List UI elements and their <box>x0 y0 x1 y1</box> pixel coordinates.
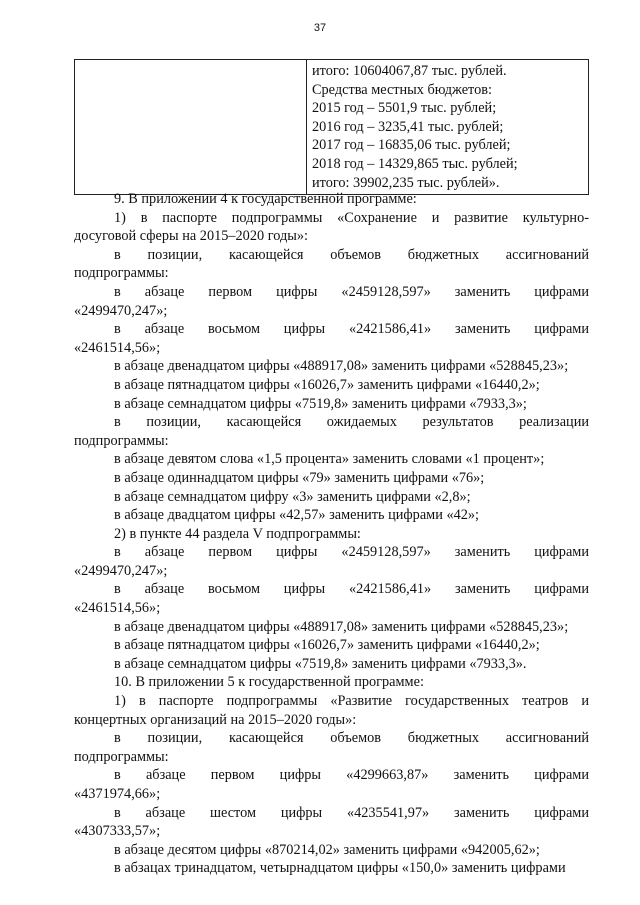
text-line: в абзацах тринадцатом, четырнадцатом цифры «150,0» заменить цифрами <box>114 860 566 877</box>
text-line: досуговой сферы на 2015–2020 годы»: <box>74 228 308 245</box>
text-line: «4307333,57»; <box>74 823 161 840</box>
text-line: в позиции, касающейся ожидаемых результатов реализации <box>114 414 589 431</box>
text-line: 1) в паспорте подпрограммы «Сохранение и развитие культурно- <box>114 209 589 226</box>
table-line: 2016 год – 3235,41 тыс. рублей; <box>312 118 504 135</box>
text-line: подпрограммы: <box>74 265 169 282</box>
text-line: «4371974,66»; <box>74 786 161 802</box>
text-line: в абзаце восьмом цифры «2421586,41» заменить цифрами <box>114 321 589 338</box>
table-line: итого: 39902,235 тыс. рублей». <box>312 174 500 191</box>
table-line: 2015 год – 5501,9 тыс. рублей; <box>312 100 497 117</box>
text-line: в абзаце первом цифры «2459128,597» заменить цифрами <box>114 544 589 561</box>
text-line: 2) в пункте 44 раздела V подпрограммы: <box>114 525 361 542</box>
text-line: в абзаце шестом цифры «4235541,97» заменить цифрами <box>114 804 589 821</box>
table-line: итого: 10604067,87 тыс. рублей. <box>312 63 507 79</box>
budget-table <box>74 59 589 195</box>
text-line: в абзаце семнадцатом цифру «3» заменить цифрами «2,8»; <box>114 488 471 505</box>
table-cell-empty <box>75 60 307 195</box>
text-line: подпрограммы: <box>74 748 169 765</box>
text-line: в абзаце одиннадцатом цифры «79» заменить цифрами «76»; <box>114 469 485 486</box>
text-line: в абзаце двадцатом цифры «42,57» заменить цифрами «42»; <box>114 507 480 524</box>
text-line: в абзаце двенадцатом цифры «488917,08» заменить цифрами «528845,23»; <box>114 358 569 375</box>
text-line: подпрограммы: <box>74 432 169 449</box>
text-line: «2461514,56»; <box>74 600 161 617</box>
table-line: 2018 год – 14329,865 тыс. рублей; <box>312 155 518 172</box>
text-line: в позиции, касающейся объемов бюджетных ассигнований <box>114 246 589 263</box>
text-line: 1) в паспорте подпрограммы «Развитие государственных театров и <box>114 693 589 710</box>
text-line: в абзаце десятом цифры «870214,02» заменить цифрами «942005,62»; <box>114 841 540 858</box>
text-line: в абзаце семнадцатом цифры «7519,8» заменить цифрами «7933,3»; <box>114 395 527 412</box>
text-line: в позиции, касающейся объемов бюджетных ассигнований <box>114 730 589 747</box>
text-line: в абзаце девятом слова «1,5 процента» заменить словами «1 процент»; <box>114 451 545 468</box>
text-line: в абзаце двенадцатом цифры «488917,08» заменить цифрами «528845,23»; <box>114 618 569 635</box>
text-line: концертных организаций на 2015–2020 годы»: <box>74 711 357 728</box>
item-heading: 9. В приложении 4 к государственной программе: <box>114 191 417 207</box>
text-line: «2499470,247»; <box>74 302 168 319</box>
text-line: в абзаце первом цифры «2459128,597» заменить цифрами <box>114 283 589 300</box>
text-line: в абзаце пятнадцатом цифры «16026,7» заменить цифрами «16440,2»; <box>114 637 540 654</box>
table-line: 2017 год – 16835,06 тыс. рублей; <box>312 137 511 154</box>
page-number: 37 <box>313 22 327 34</box>
table-row <box>75 60 589 195</box>
text-line: в абзаце восьмом цифры «2421586,41» заменить цифрами <box>114 581 589 598</box>
text-line: «2499470,247»; <box>74 562 168 579</box>
table-cell-budget <box>307 60 589 195</box>
body-text <box>74 190 589 878</box>
text-line: в абзаце первом цифры «4299663,87» заменить цифрами <box>114 767 589 784</box>
table-line: Средства местных бюджетов: <box>312 81 492 98</box>
text-line: в абзаце пятнадцатом цифры «16026,7» заменить цифрами «16440,2»; <box>114 376 540 393</box>
text-line: в абзаце семнадцатом цифры «7519,8» заменить цифрами «7933,3». <box>114 655 527 672</box>
item-heading: 10. В приложении 5 к государственной программе: <box>114 674 424 691</box>
text-line: «2461514,56»; <box>74 339 161 356</box>
